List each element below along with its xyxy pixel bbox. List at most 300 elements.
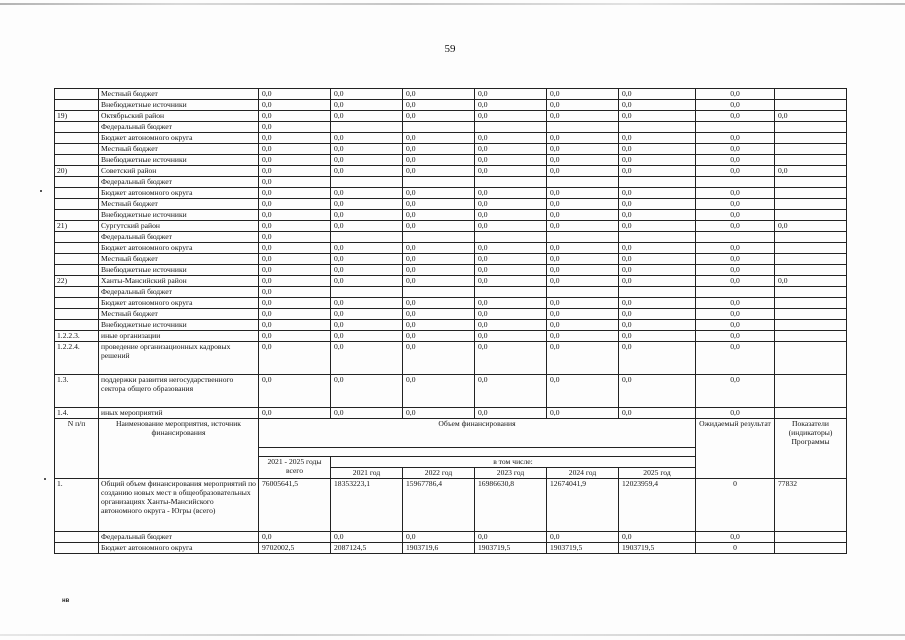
value-cell: 0,0: [259, 122, 331, 133]
header-spacer: [259, 448, 696, 457]
value-cell: 0,0: [696, 188, 775, 199]
value-cell: 0,0: [403, 155, 475, 166]
value-cell: [403, 177, 475, 188]
table-row: [55, 100, 847, 111]
value-cell: [775, 342, 847, 375]
value-cell: 0,0: [619, 331, 696, 342]
value-cell: 0,0: [696, 331, 775, 342]
value-cell: 0,0: [259, 155, 331, 166]
value-cell: 0,0: [403, 111, 475, 122]
row-name: Федеральный бюджет: [99, 122, 259, 133]
value-cell: 0,0: [403, 265, 475, 276]
table-row: [55, 122, 847, 133]
row-name: Федеральный бюджет: [99, 177, 259, 188]
value-cell: [775, 177, 847, 188]
row-name: Внебюджетные источники: [99, 210, 259, 221]
value-cell: 0,0: [547, 243, 619, 254]
row-name: Местный бюджет: [99, 144, 259, 155]
value-cell: [775, 243, 847, 254]
value-cell: [775, 210, 847, 221]
value-cell: [696, 232, 775, 243]
value-cell: 0,0: [475, 276, 547, 287]
row-number: [55, 320, 99, 331]
value-cell: 0,0: [547, 199, 619, 210]
header-expected-result: Ожидаемый результат: [696, 419, 775, 479]
value-cell: [775, 375, 847, 408]
table-row: [55, 133, 847, 144]
value-cell: 2087124,5: [331, 543, 403, 554]
value-cell: 0,0: [547, 265, 619, 276]
header-num: N п/п: [55, 419, 99, 479]
row-name: Местный бюджет: [99, 254, 259, 265]
value-cell: 0,0: [259, 254, 331, 265]
value-cell: 0,0: [619, 144, 696, 155]
value-cell: 0,0: [403, 342, 475, 375]
value-cell: 12674041,9: [547, 479, 619, 532]
value-cell: 0,0: [696, 199, 775, 210]
value-cell: 0,0: [475, 532, 547, 543]
value-cell: 0,0: [331, 265, 403, 276]
value-cell: 0,0: [619, 133, 696, 144]
value-cell: 0,0: [475, 199, 547, 210]
value-cell: 0,0: [403, 331, 475, 342]
value-cell: 0,0: [619, 265, 696, 276]
value-cell: 0,0: [775, 166, 847, 177]
value-cell: 0,0: [475, 133, 547, 144]
value-cell: 0,0: [619, 342, 696, 375]
value-cell: [775, 232, 847, 243]
row-name: Местный бюджет: [99, 89, 259, 100]
row-number: 1.2.2.4.: [55, 342, 99, 375]
row-name: поддержки развития негосударственного сектора общего образования: [99, 375, 259, 408]
value-cell: [775, 309, 847, 320]
value-cell: [775, 254, 847, 265]
row-number: [55, 133, 99, 144]
corner-mark: нв: [62, 598, 70, 604]
value-cell: 0,0: [619, 309, 696, 320]
value-cell: 0,0: [775, 221, 847, 232]
header-including: в том числе:: [331, 457, 696, 468]
row-name: Внебюджетные источники: [99, 320, 259, 331]
row-number: [55, 177, 99, 188]
value-cell: 0,0: [331, 188, 403, 199]
table-row: [55, 375, 847, 408]
value-cell: 0,0: [331, 166, 403, 177]
value-cell: [775, 89, 847, 100]
value-cell: 0,0: [331, 298, 403, 309]
value-cell: 0,0: [547, 111, 619, 122]
row-number: 22): [55, 276, 99, 287]
value-cell: 0,0: [259, 265, 331, 276]
value-cell: 0,0: [547, 254, 619, 265]
value-cell: 0,0: [403, 144, 475, 155]
value-cell: 0,0: [547, 155, 619, 166]
value-cell: [475, 122, 547, 133]
row-name: Федеральный бюджет: [99, 287, 259, 298]
value-cell: 0,0: [475, 89, 547, 100]
value-cell: 0,0: [259, 408, 331, 419]
value-cell: 0,0: [619, 210, 696, 221]
row-number: [55, 210, 99, 221]
value-cell: 0,0: [619, 276, 696, 287]
value-cell: 0,0: [403, 199, 475, 210]
table-row: [55, 210, 847, 221]
value-cell: [775, 133, 847, 144]
table-row: [55, 309, 847, 320]
value-cell: [696, 177, 775, 188]
row-name: Бюджет автономного округа: [99, 298, 259, 309]
value-cell: 0,0: [547, 89, 619, 100]
value-cell: 0,0: [547, 375, 619, 408]
value-cell: 77832: [775, 479, 847, 532]
value-cell: [331, 122, 403, 133]
row-number: [55, 89, 99, 100]
value-cell: 0,0: [331, 408, 403, 419]
header-name: Наименование мероприятия, источник финансирования: [99, 419, 259, 479]
value-cell: 0,0: [619, 320, 696, 331]
value-cell: 0,0: [619, 166, 696, 177]
row-name: Советский район: [99, 166, 259, 177]
value-cell: 0,0: [475, 342, 547, 375]
row-number: [55, 254, 99, 265]
row-number: [55, 243, 99, 254]
table-row: [55, 155, 847, 166]
value-cell: 0,0: [259, 166, 331, 177]
value-cell: 0,0: [619, 155, 696, 166]
table-row: [55, 232, 847, 243]
value-cell: 0,0: [259, 232, 331, 243]
value-cell: [619, 232, 696, 243]
margin-dot: [44, 478, 46, 480]
row-name: Общий объем финансирования мероприятий по созданию новых мест в общеобразовательных организациях Ханты-Мансийского автономного округа - Югры (всего): [99, 479, 259, 532]
header-year: 2023 год: [475, 468, 547, 479]
value-cell: 0,0: [547, 221, 619, 232]
value-cell: 0,0: [259, 89, 331, 100]
value-cell: 0,0: [331, 532, 403, 543]
value-cell: [547, 122, 619, 133]
value-cell: 0: [696, 543, 775, 554]
table-row: [55, 287, 847, 298]
value-cell: 0,0: [403, 133, 475, 144]
value-cell: 0,0: [619, 298, 696, 309]
value-cell: 0,0: [547, 331, 619, 342]
table-row: [55, 479, 847, 532]
value-cell: 0,0: [475, 144, 547, 155]
row-name: Сургутский район: [99, 221, 259, 232]
row-number: [55, 144, 99, 155]
value-cell: 15967786,4: [403, 479, 475, 532]
value-cell: [775, 144, 847, 155]
value-cell: [775, 122, 847, 133]
value-cell: 0,0: [696, 342, 775, 375]
value-cell: 0,0: [475, 309, 547, 320]
value-cell: [775, 287, 847, 298]
value-cell: 0,0: [696, 320, 775, 331]
value-cell: 0,0: [547, 298, 619, 309]
value-cell: 0,0: [259, 111, 331, 122]
row-number: [55, 309, 99, 320]
value-cell: [331, 232, 403, 243]
value-cell: 0,0: [547, 320, 619, 331]
value-cell: [619, 287, 696, 298]
row-number: [55, 188, 99, 199]
value-cell: 0,0: [475, 111, 547, 122]
value-cell: [696, 122, 775, 133]
value-cell: 0,0: [331, 111, 403, 122]
value-cell: 0,0: [619, 89, 696, 100]
value-cell: [547, 287, 619, 298]
value-cell: 0,0: [619, 111, 696, 122]
header-year: 2025 год: [619, 468, 696, 479]
value-cell: 0,0: [403, 254, 475, 265]
value-cell: [775, 543, 847, 554]
value-cell: [475, 177, 547, 188]
value-cell: 0,0: [547, 166, 619, 177]
table-row: [55, 320, 847, 331]
value-cell: 0,0: [403, 188, 475, 199]
header-year: 2022 год: [403, 468, 475, 479]
row-name: Бюджет автономного округа: [99, 188, 259, 199]
value-cell: 0,0: [331, 254, 403, 265]
value-cell: 0,0: [696, 100, 775, 111]
header-volume: Объем финансирования: [259, 419, 696, 448]
value-cell: 0,0: [259, 276, 331, 287]
value-cell: 0,0: [331, 133, 403, 144]
row-name: Бюджет автономного округа: [99, 133, 259, 144]
value-cell: 0,0: [259, 298, 331, 309]
value-cell: 0,0: [259, 221, 331, 232]
row-name: Октябрьский район: [99, 111, 259, 122]
value-cell: 0,0: [403, 375, 475, 408]
table-row: [55, 408, 847, 419]
value-cell: 0,0: [475, 100, 547, 111]
value-cell: [775, 408, 847, 419]
row-name: Федеральный бюджет: [99, 532, 259, 543]
value-cell: 0,0: [547, 100, 619, 111]
value-cell: 0,0: [547, 133, 619, 144]
row-name: иные организации: [99, 331, 259, 342]
row-name: Внебюджетные источники: [99, 100, 259, 111]
table-header: [55, 419, 847, 479]
value-cell: 0,0: [331, 309, 403, 320]
value-cell: [775, 100, 847, 111]
value-cell: 0,0: [696, 210, 775, 221]
value-cell: 0,0: [547, 210, 619, 221]
row-number: 20): [55, 166, 99, 177]
value-cell: 18353223,1: [331, 479, 403, 532]
row-name: Местный бюджет: [99, 199, 259, 210]
table-row: [55, 331, 847, 342]
row-number: 1.3.: [55, 375, 99, 408]
value-cell: 0,0: [696, 243, 775, 254]
value-cell: 1903719,5: [475, 543, 547, 554]
row-number: [55, 100, 99, 111]
table-row: [55, 532, 847, 543]
scan-edge-bottom: [0, 634, 905, 636]
value-cell: 0,0: [619, 408, 696, 419]
value-cell: 0,0: [547, 408, 619, 419]
value-cell: 0,0: [619, 532, 696, 543]
value-cell: 0,0: [547, 144, 619, 155]
table-row: [55, 177, 847, 188]
value-cell: 0,0: [696, 254, 775, 265]
table-row: [55, 221, 847, 232]
value-cell: 0,0: [259, 532, 331, 543]
value-cell: [775, 331, 847, 342]
value-cell: [331, 177, 403, 188]
row-name: Внебюджетные источники: [99, 155, 259, 166]
value-cell: 0,0: [259, 320, 331, 331]
value-cell: [331, 287, 403, 298]
value-cell: 0,0: [259, 177, 331, 188]
value-cell: 0,0: [259, 199, 331, 210]
value-cell: 0,0: [331, 342, 403, 375]
value-cell: 0,0: [619, 243, 696, 254]
value-cell: [403, 287, 475, 298]
value-cell: [696, 287, 775, 298]
value-cell: 0,0: [331, 210, 403, 221]
row-number: [55, 265, 99, 276]
value-cell: 0,0: [259, 342, 331, 375]
value-cell: 0,0: [696, 144, 775, 155]
value-cell: 0,0: [331, 375, 403, 408]
value-cell: [475, 232, 547, 243]
row-number: 1.: [55, 479, 99, 532]
value-cell: 0,0: [696, 309, 775, 320]
value-cell: 1903719,5: [547, 543, 619, 554]
value-cell: 0,0: [331, 100, 403, 111]
table-row: [55, 111, 847, 122]
row-name: Ханты-Мансийский район: [99, 276, 259, 287]
table-row: [55, 188, 847, 199]
value-cell: 0,0: [259, 243, 331, 254]
value-cell: 0,0: [547, 188, 619, 199]
value-cell: 0,0: [331, 331, 403, 342]
value-cell: 0,0: [475, 243, 547, 254]
value-cell: 0,0: [403, 89, 475, 100]
value-cell: 0,0: [696, 221, 775, 232]
value-cell: 0,0: [696, 375, 775, 408]
value-cell: 0,0: [696, 166, 775, 177]
row-name: Федеральный бюджет: [99, 232, 259, 243]
value-cell: 0,0: [259, 287, 331, 298]
table-row: [55, 243, 847, 254]
row-number: 21): [55, 221, 99, 232]
value-cell: [619, 122, 696, 133]
value-cell: 0,0: [696, 532, 775, 543]
value-cell: 0,0: [475, 265, 547, 276]
value-cell: [619, 177, 696, 188]
value-cell: [547, 177, 619, 188]
value-cell: [547, 232, 619, 243]
table-row: [55, 199, 847, 210]
value-cell: 9702002,5: [259, 543, 331, 554]
row-name: Внебюджетные источники: [99, 265, 259, 276]
value-cell: 0,0: [331, 155, 403, 166]
header-indicators: Показатели (индикаторы) Программы: [775, 419, 847, 479]
value-cell: [775, 320, 847, 331]
value-cell: 0,0: [331, 243, 403, 254]
value-cell: 0,0: [331, 276, 403, 287]
value-cell: 0,0: [259, 331, 331, 342]
row-number: [55, 232, 99, 243]
value-cell: 0,0: [259, 100, 331, 111]
row-name: Местный бюджет: [99, 309, 259, 320]
value-cell: 0,0: [403, 532, 475, 543]
value-cell: [775, 155, 847, 166]
table-body-top: [55, 89, 847, 419]
value-cell: [775, 188, 847, 199]
value-cell: 0,0: [696, 133, 775, 144]
table-row: [55, 298, 847, 309]
table-row: [55, 276, 847, 287]
value-cell: 0,0: [259, 144, 331, 155]
value-cell: 0,0: [331, 320, 403, 331]
value-cell: 16986630,8: [475, 479, 547, 532]
value-cell: 0,0: [696, 408, 775, 419]
value-cell: 0,0: [403, 221, 475, 232]
financing-table: [54, 88, 847, 554]
value-cell: 0,0: [475, 298, 547, 309]
value-cell: 0,0: [475, 375, 547, 408]
value-cell: 0,0: [475, 221, 547, 232]
value-cell: [775, 265, 847, 276]
value-cell: [403, 232, 475, 243]
value-cell: 0,0: [259, 375, 331, 408]
value-cell: 12023959,4: [619, 479, 696, 532]
value-cell: 0,0: [331, 89, 403, 100]
row-name: Бюджет автономного округа: [99, 243, 259, 254]
table-row: [55, 144, 847, 155]
value-cell: 0,0: [619, 199, 696, 210]
header-total-period: 2021 - 2025 годы всего: [259, 457, 331, 479]
table-row: [55, 265, 847, 276]
value-cell: [403, 122, 475, 133]
row-number: [55, 122, 99, 133]
value-cell: 0,0: [696, 298, 775, 309]
value-cell: 0,0: [259, 210, 331, 221]
value-cell: 0,0: [475, 331, 547, 342]
value-cell: 0,0: [619, 375, 696, 408]
value-cell: 0,0: [775, 111, 847, 122]
row-number: [55, 287, 99, 298]
value-cell: 0,0: [475, 210, 547, 221]
value-cell: 0,0: [619, 254, 696, 265]
margin-dot: [40, 190, 42, 192]
row-name: Бюджет автономного округа: [99, 543, 259, 554]
scan-edge-top: [0, 3, 905, 5]
row-number: [55, 298, 99, 309]
row-number: 1.2.2.3.: [55, 331, 99, 342]
value-cell: 0,0: [331, 144, 403, 155]
value-cell: [475, 287, 547, 298]
value-cell: 0,0: [403, 100, 475, 111]
value-cell: 0,0: [259, 188, 331, 199]
value-cell: 0,0: [547, 532, 619, 543]
value-cell: 0,0: [696, 265, 775, 276]
value-cell: 0: [696, 479, 775, 532]
row-name: проведение организационных кадровых решений: [99, 342, 259, 375]
value-cell: 0,0: [403, 166, 475, 177]
value-cell: 0,0: [696, 276, 775, 287]
value-cell: 0,0: [547, 276, 619, 287]
value-cell: 0,0: [619, 221, 696, 232]
value-cell: 0,0: [475, 166, 547, 177]
value-cell: 0,0: [475, 155, 547, 166]
value-cell: 1903719,6: [403, 543, 475, 554]
header-year: 2021 год: [331, 468, 403, 479]
value-cell: 0,0: [403, 309, 475, 320]
